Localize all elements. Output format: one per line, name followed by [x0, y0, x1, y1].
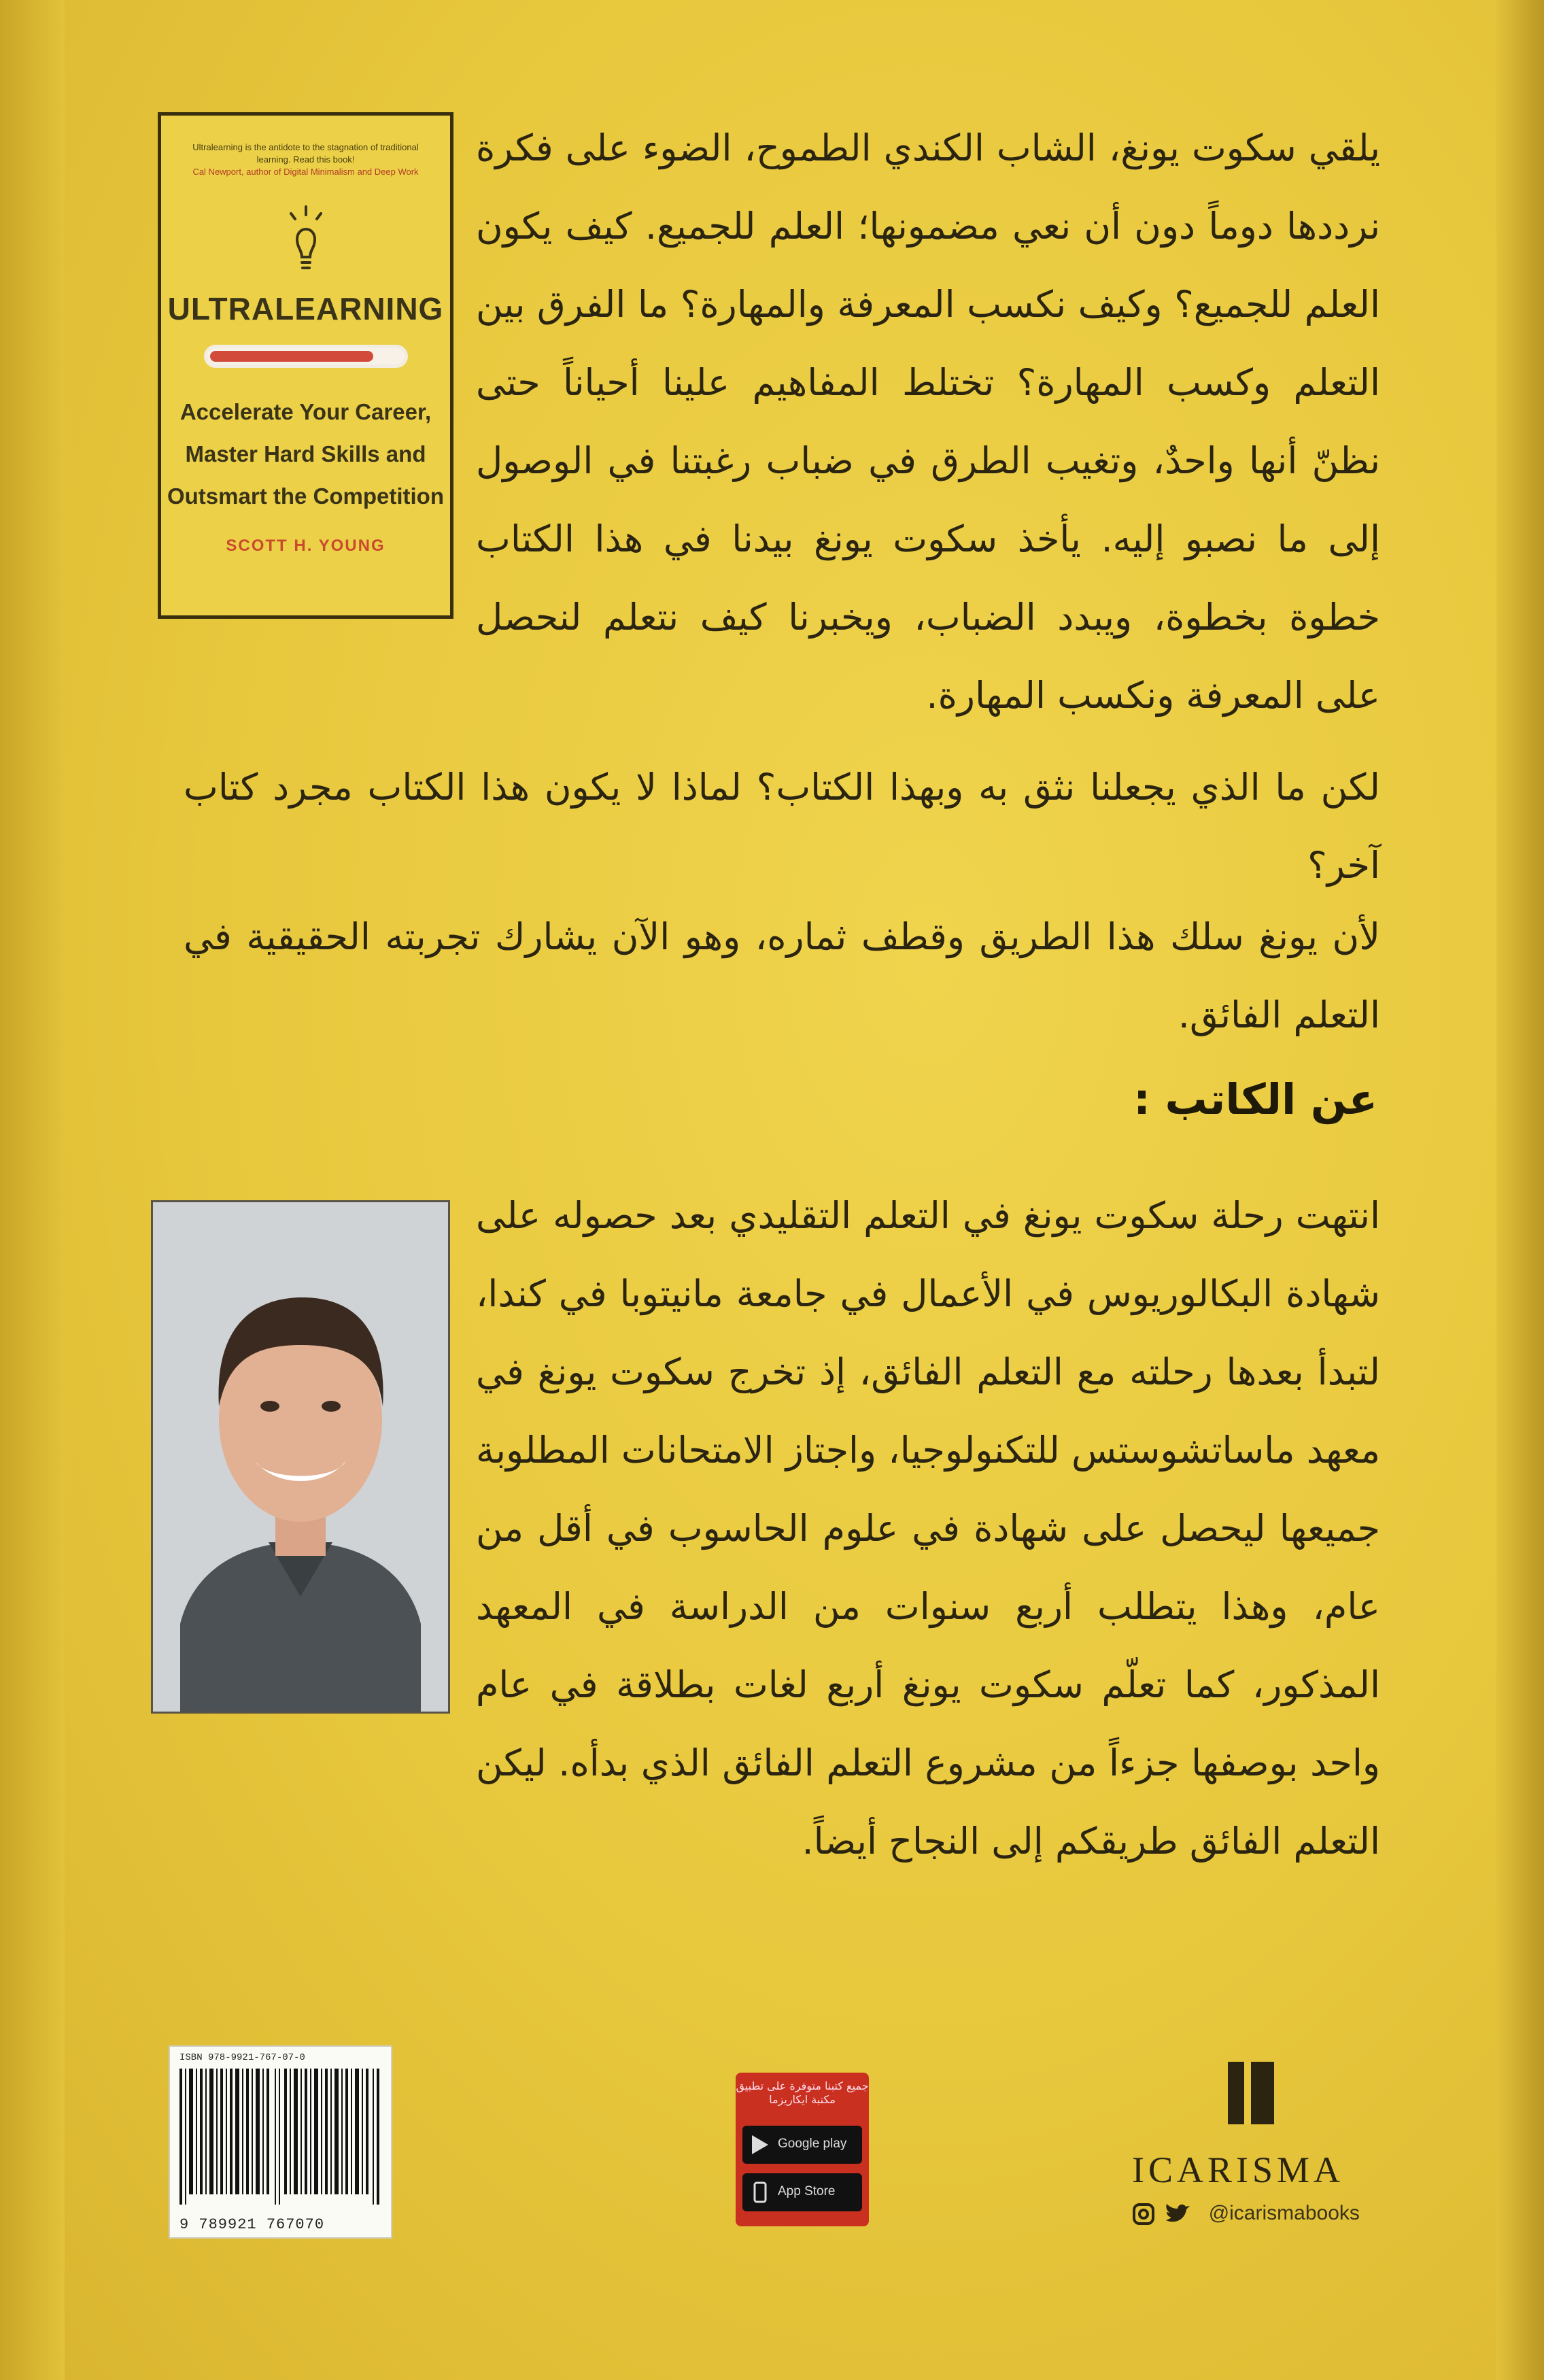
progress-fill — [210, 351, 373, 362]
publisher-logo-icon — [1225, 2059, 1277, 2127]
description-paragraph-3: لأن يونغ سلك هذا الطريق وقطف ثماره، وهو الآن يشارك تجربته الحقيقية في التعلم الفائق. — [184, 915, 1380, 1036]
book-subtitle: Accelerate Your Career, Master Hard Skills and Outsmart the Competition — [167, 399, 444, 509]
isbn-barcode — [169, 2045, 392, 2239]
barcode-bars — [179, 2069, 381, 2205]
instagram-icon[interactable] — [1132, 2203, 1155, 2226]
progress-bar — [204, 345, 408, 368]
lightbulb-icon — [286, 205, 326, 280]
app-store-badge — [736, 2073, 869, 2226]
google-play-button[interactable] — [742, 2126, 862, 2164]
endorsement-quote: Ultralearning is the antidote to the stagnation of traditional learning. Read this book! Cal Newport, author of Digital Minimalism and Deep Work — [192, 142, 419, 177]
about-author-heading: عن الكاتب : — [1133, 1074, 1377, 1124]
description-paragraph-2: لكن ما الذي يجعلنا نثق به وبهذا الكتاب؟ لماذا لا يكون هذا الكتاب مجرد كتاب آخر؟ — [184, 766, 1380, 887]
publisher-handle[interactable]: @icarismabooks — [1208, 2202, 1360, 2224]
badge-caption: جميع كتبنا متوفرة على تطبيق مكتبة ايكاريزما — [736, 2079, 869, 2106]
isbn-label: ISBN 978-9921-767-07-0 — [179, 2052, 305, 2063]
cover-right-edge — [1496, 0, 1544, 2380]
book-title: ULTRALEARNING — [167, 291, 444, 326]
google-play-label: Google play — [778, 2137, 847, 2151]
author-photo — [151, 1200, 450, 1714]
app-store-label: App Store — [778, 2184, 836, 2198]
google-play-icon — [751, 2134, 770, 2156]
phone-icon — [751, 2181, 770, 2203]
publisher-social — [1132, 2202, 1360, 2226]
book-front-thumbnail — [158, 112, 453, 619]
cover-left-edge — [0, 0, 65, 2380]
about-author-text: انتهت رحلة سكوت يونغ في التعلم التقليدي بعد حصوله على شهادة البكالوريوس في الأعمال في جامعة مانيتوبا في كندا، لتبدأ بعدها رحلته مع التعلم الفائق، إذ تخرج سكوت يونغ في معهد ماساتشوستس للتكنولوجيا، واجتاز الامتحانات المطلوبة جميعها ليحصل على شهادة في علوم الحاسوب في أقل من عام، وهذا يتطلب أربع سنوات من الدراسة في المعهد المذكور، كما تعلّم سكوت يونغ أربع لغات بطلاقة في عام واحد بوصفها جزءاً من مشروع التعلم الفائق الذي بدأه. ليكن التعلم الفائق طريقكم إلى النجاح أيضاً. — [476, 1194, 1380, 1863]
app-store-button[interactable] — [742, 2173, 862, 2211]
author-portrait-illustration — [153, 1202, 448, 1712]
isbn-number: 9 789921 767070 — [179, 2216, 325, 2233]
publisher-name: ICARISMA — [1132, 2149, 1345, 2190]
book-author: SCOTT H. YOUNG — [226, 537, 385, 555]
description-paragraph-1: يلقي سكوت يونغ، الشاب الكندي الطموح، الضوء على فكرة نرددها دوماً دون أن نعي مضمونها؛ العلم للجميع. كيف يكون العلم للجميع؟ وكيف نكسب المعرفة والمهارة؟ ما الفرق بين التعلم وكسب المهارة؟ تختلط المفاهيم علينا أحياناً حتى نظنّ أنها واحدٌ، وتغيب الطرق في ضباب رغبتنا في الوصول إلى ما نصبو إليه. يأخذ سكوت يونغ بيدنا في هذا الكتاب خطوة بخطوة، ويبدد الضباب، ويخبرنا كيف نتعلم لنحصل على المعرفة ونكسب المهارة. — [476, 126, 1380, 717]
twitter-icon[interactable] — [1165, 2203, 1190, 2226]
